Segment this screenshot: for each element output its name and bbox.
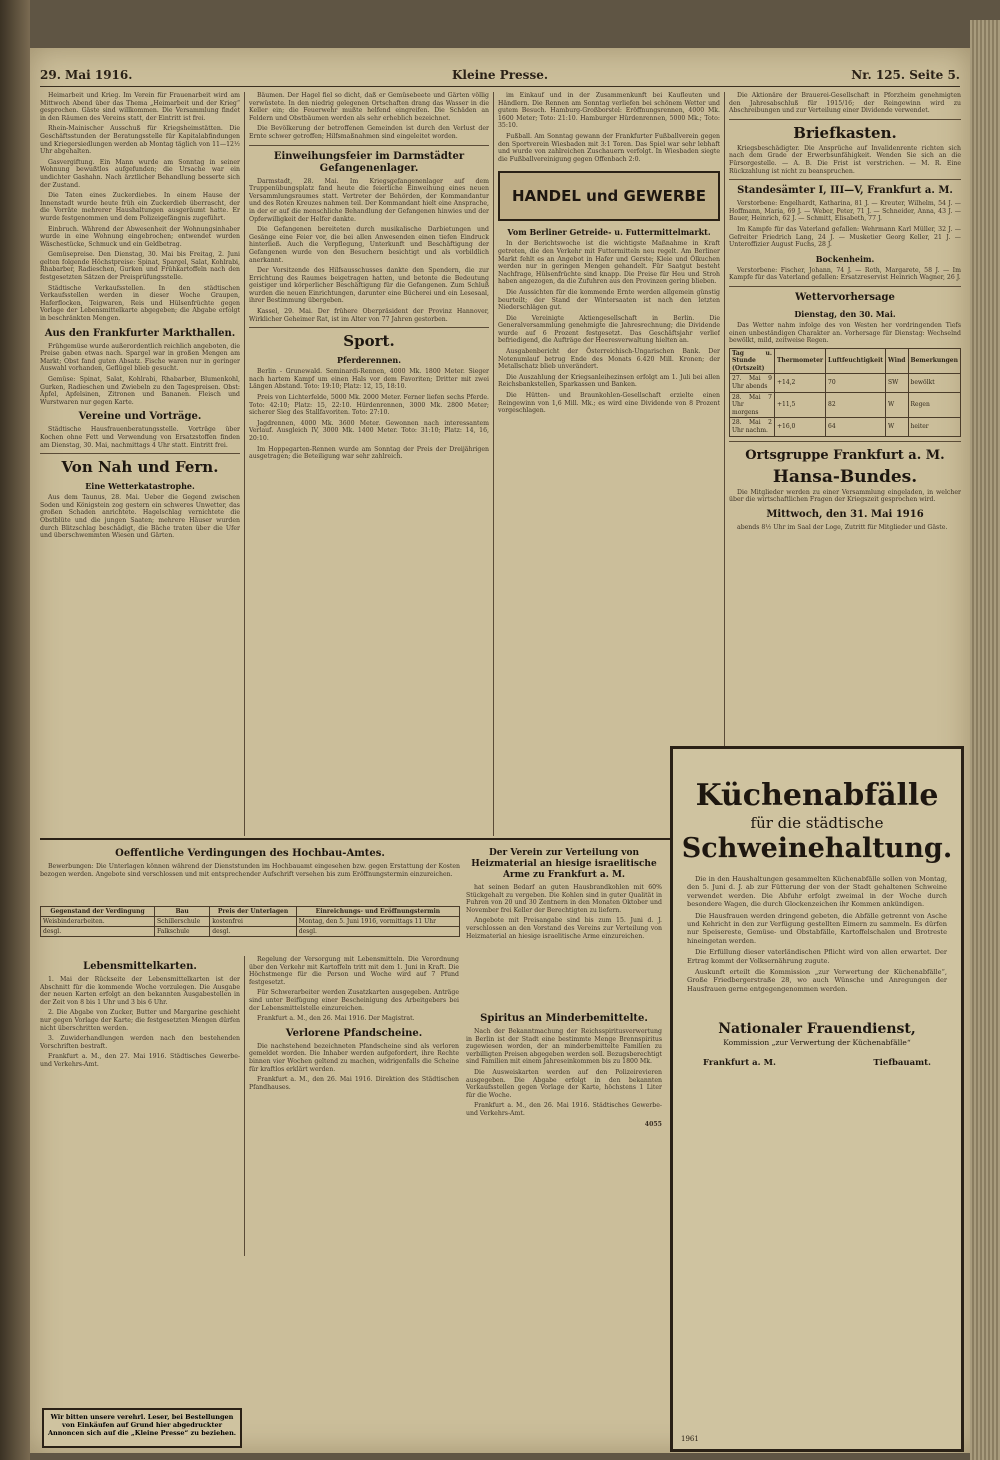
frauendienst-sign-right: Tiefbauamt. <box>873 1058 931 1069</box>
verdingungen-table <box>40 906 460 937</box>
hansa-date: Mittwoch, den 31. Mai 1916 <box>766 508 924 520</box>
kuechen-subtitle: für die städtische <box>750 814 884 832</box>
header-date: 29. Mai 1916. <box>40 68 133 82</box>
section-heading-wettervorhersage: Wettervorhersage <box>795 291 895 303</box>
weather-table: Tag u. Stunde (Ortszeit) Thermometer Luftfeuchtigkeit Wind Bemerkungen 27. Mai 9 Uhr abends +14,2 70 SW bewölkt 28. Mai 7 Uhr morgens +11,5 82 W Regen 28. Mai 2 Uhr nachm. +16,0 64 W heiter <box>729 348 961 437</box>
table-row: desgl. Falkschule desgl. desgl. <box>41 927 460 937</box>
verlorene-heading: Verlorene Pfandscheine. <box>285 1027 423 1039</box>
lebensmittelkarten-block: Lebensmittelkarten. 1. Mai der Rückseite der Lebensmittelkarten ist der Abschnitt für die kommende Woche vorzulegen. Die Ausgabe der neuen Karten erfolgt an den bekannten Ausgabestellen in der Zeit von 8 bis 1 Uhr und 3 bis 6 Uhr. 2. Die Abgabe von Zucker, Butter und Margarine geschieht nur gegen Vorlage der Karte; die festgesetzten Mengen dürfen nicht überschritten werden. 3. Zuwiderhandlungen werden nach den bestehenden Vorschriften bestraft. Frankfurt a. M., den 27. Mai 1916. Städtisches Gewerbe- und Verkehrs-Amt. <box>40 961 240 1068</box>
ad-number-mid: 4055 <box>644 1120 662 1128</box>
weather-th-wind: Wind <box>886 348 908 374</box>
weather-th-humidity: Luftfeuchtigkeit <box>826 348 886 374</box>
frauendienst-sign-left: Frankfurt a. M. <box>703 1058 776 1069</box>
header-paper-name: Kleine Presse. <box>451 68 549 82</box>
verdingungen-table-wrap <box>40 906 460 937</box>
regelung-block: Regelung der Versorgung mit Lebensmitteln. Die Verordnung über den Verkehr mit Kartoffeln tritt mit dem 1. Juni in Kraft. Die Höchstmenge für die Person und Woche wird auf 7 Pfund festgesetzt. Für Schwerarbeiter werden Zusatzkarten ausgegeben. Anträge sind unter Beifügung einer Bescheinigung des Arbeitgebers bei der Lebensmittelstelle einzureichen. Frankfurt a. M., den 26. Mai 1916. Der Magistrat. Verlorene Pfandscheine. Die nachstehend bezeichneten Pfandscheine sind als verloren gemeldet worden. Die Inhaber werden aufgefordert, ihre Rechte binnen vier Wochen geltend zu machen, widrigenfalls die Scheine für kraftlos erklärt werden. Frankfurt a. M., den 26. Mai 1916. Direktion des Städtischen Pfandhauses. <box>249 956 459 1091</box>
section-heading-vereine: Vereine und Vorträge. <box>78 411 202 423</box>
kuechen-signature <box>673 1048 961 1068</box>
handel-gewerbe-logo <box>498 171 720 221</box>
reader-notice-text: Wir bitten unsere verehrl. Leser, bei Bestellungen von Einkäufen auf Grund hier abgedruckter Annoncen sich auf die „Kleine Presse“ zu beziehen. <box>47 1413 237 1437</box>
column-rule <box>493 92 494 836</box>
section-heading-nah-fern: Von Nah und Fern. <box>61 458 219 477</box>
verdingung-th-gegenstand: Gegenstand der Verdingung <box>41 907 155 917</box>
verein-heading: Der Verein zur Verteilung von Heizmaterial an hiesige israelitische Arme zu Frankfurt a. M. <box>471 848 657 880</box>
kuechen-title-2: Schweinehaltung. <box>681 833 953 864</box>
page-stack <box>970 20 1000 1460</box>
frauendienst-heading: Nationaler Frauendienst, <box>718 1021 916 1038</box>
weather-th-temp: Thermometer <box>774 348 825 374</box>
verdingung-th-termin: Einreichungs- und Eröffnungstermin <box>296 907 459 917</box>
spiritus-heading: Spiritus an Minderbemittelte. <box>480 1013 648 1024</box>
ortsgruppe-heading: Ortsgruppe Frankfurt a. M. <box>745 447 945 463</box>
weather-th-time: Tag u. Stunde (Ortszeit) <box>730 348 775 374</box>
verdingungen-block: Oeffentliche Verdingungen des Hochbau-Amtes. Bewerbungen: Die Unterlagen können während der Dienststunden im Hochbauamt eingesehen bzw. gegen Erstattung der Kosten bezogen werden. Angebote sind verschlossen und mit entsprechender Aufschrift versehen bis zum Eröffnungstermin einzureichen. <box>40 848 460 878</box>
spiritus-block: Spiritus an Minderbemittelte. Nach der Bekanntmachung der Reichsspiritusverwertung in Berlin ist der Stadt eine bestimmte Menge Brennspiritus zugewiesen worden, der an minderbemittelte Familien zu verbilligten Preisen abgegeben werden soll. Bezugsberechtigt sind Familien mit einem Jahreseinkommen bis zu 1800 Mk. Die Ausweiskarten werden auf den Polizeirevieren ausgegeben. Die Abgabe erfolgt in den bekannten Verkaufsstellen gegen Vorlage der Karte, höchstens 1 Liter für die Woche. Frankfurt a. M., den 26. Mai 1916. Städtisches Gewerbe- und Verkehrs-Amt. 4055 <box>466 1013 662 1128</box>
kuechen-body: Die in den Haushaltungen gesammelten Küchenabfälle sollen von Montag, den 5. Juni d. J. ab zur Fütterung der von der Stadt gehaltenen Schweine verwendet werden. Die Abfuhr erfolgt zweimal in der Woche durch besondere Wagen, die durch Glockenzeichen ihr Kommen ankündigen. Die Hausfrauen werden dringend gebeten, die Abfälle getrennt von Asche und Kehricht in den zur Verfügung gestellten Eimern zu sammeln. Es dürfen nur Speisereste, Gemüse- und Obstabfälle, Kartoffelschalen und Brotreste hineingetan werden. Die Erfüllung dieser vaterländischen Pflicht wird von allen erwartet. Der Ertrag kommt der Volksernährung zugute. Auskunft erteilt die Kommission „zur Verwertung der Küchenabfälle“, Große Friedbergerstraße 28, wo auch Wünsche und Anregungen der Hausfrauen gerne entgegengenommen werden. <box>687 875 947 993</box>
weather-date: Dienstag, den 30. Mai. <box>794 308 896 319</box>
book-spine <box>0 0 30 1460</box>
frauendienst-subheading: Kommission „zur Verwertung der Küchenabfälle“ <box>723 1038 911 1048</box>
verein-ad: Der Verein zur Verteilung von Heizmaterial an hiesige israelitische Arme zu Frankfurt a. M. hat seinen Bedarf an guten Hausbrandkohlen mit 60% Stückgehalt zu vergeben. Die Kohlen sind in guter Qualität in Fuhren von 20 und 30 Zentnern in den Monaten Oktober und November frei Keller der Berechtigten zu liefern. Angebote mit Preisangabe sind bis zum 15. Juni d. J. verschlossen an den Vorstand des Vereins zur Verteilung von Heizmaterial an hiesige israelitische Arme einzureichen. <box>466 848 662 940</box>
section-heading-sport: Sport. <box>343 332 395 351</box>
hansa-heading: Hansa-Bundes. <box>772 466 918 487</box>
column-rule <box>244 956 245 1256</box>
column-4: Die Aktionäre der Brauerei-Gesellschaft in Pforzheim genehmigten den Jahresabschluß für 1915/16; der Reingewinn wird zu Abschreibungen und zur Verteilung einer Dividende verwendet. Briefkasten. Kriegsbeschädigter. Die Ansprüche auf Invalidenrente richten sich nach dem Grade der Erwerbsunfähigkeit. Wenden Sie sich an die Fürsorgestelle. — A. B. Die Frist ist verstrichen. — M. R. Eine Rückzahlung ist nicht zu beanspruchen. Standesämter I, III—V, Frankfurt a. M. Verstorbene: Engelhardt, Katharina, 81 J. — Kreuter, Wilhelm, 54 J. — Hoffmann, Maria, 69 J. — Weber, Peter, 71 J. — Schneider, Anna, 43 J. — Bauer, Heinrich, 62 J. — Schmitt, Elisabeth, 77 J. Im Kampfe für das Vaterland gefallen: Wehrmann Karl Müller, 32 J. — Gefreiter Friedrich Lang, 24 J. — Musketier Georg Keller, 21 J. — Unteroffizier August Fuchs, 28 J. Bockenheim. Verstorbene: Fischer, Johann, 74 J. — Roth, Margarete, 58 J. — Im Kampfe für das Vaterland gefallen: Ersatzreservist Heinrich Wagner, 26 J. Wettervorhersage Dienstag, den 30. Mai. Das Wetter nahm infolge des von Westen her vordringenden Tiefs einen unbeständigen Charakter an. Vorhersage für Dienstag: Wechselnd bewölkt, mild, zeitweise Regen. Tag u. Stunde (Ortszeit) Thermometer Luftfeuchtigkeit Wind Bemerkungen 27. Mai 9 Uhr abends +14,2 70 SW bewölkt 28. Mai 7 Uhr morgens +11,5 82 W Regen 28. Mai 2 Uhr nachm. +16,0 64 W heiter Ortsgruppe Frankfurt a. M. Hansa-Bundes. Die Mitglieder werden zu einer Versammlung eingeladen, in welcher über die wirtschaftlichen Fragen der Kriegszeit gesprochen wird. Mittwoch, den 31. Mai 1916 abends 8½ Uhr im Saal der Loge, Zutritt für Mitglieder und Gäste. <box>729 92 961 531</box>
verdingung-th-preis: Preis der Unterlagen <box>210 907 297 917</box>
section-heading-einweihung: Einweihungsfeier im Darmstädter Gefangenenlager. <box>273 150 465 174</box>
section-subheading-wetterkatastrophe: Eine Wetterkatastrophe. <box>85 481 195 492</box>
kuechenabfaelle-ad <box>670 746 964 1452</box>
column-rule <box>724 92 725 836</box>
ad-number-left: 1961 <box>681 1435 699 1443</box>
section-heading-briefkasten: Briefkasten. <box>793 123 897 142</box>
section-heading-bockenheim: Bockenheim. <box>815 253 875 264</box>
verdingungen-heading: Oeffentliche Verdingungen des Hochbau-Amtes. <box>115 848 385 859</box>
column-1: Heimarbeit und Krieg. Im Verein für Frauenarbeit wird am Mittwoch Abend über das Thema „Heimarbeit und der Krieg“ gesprochen. Gäste sind willkommen. Die Versammlung findet in den Räumen des Vereins statt, der Eintritt ist frei. Rhein-Mainischer Ausschuß für Kriegsheimstätten. Die Geschäftsstunden der Beratungsstelle für Kapitalabfindungen und Kriegersiedlungen werden ab Montag täglich von 11—12½ Uhr abgehalten. Gasvergiftung. Ein Mann wurde am Sonntag in seiner Wohnung bewußtlos aufgefunden; die Ursache war ein undichter Gashahn. Nach ärztlicher Behandlung besserte sich der Zustand. Die Taten eines Zuckerdiebes. In einem Hause der Innenstadt wurde heute früh ein Zuckerdieb überrascht, der die Vorräte mehrerer Haushaltungen ausgeräumt hatte. Er wurde festgenommen und dem Polizeigefängnis zugeführt. Einbruch. Während der Abwesenheit der Wohnungsinhaber wurde in eine Wohnung eingebrochen; entwendet wurden Wäschestücke, Schmuck und ein Geldbetrag. Gemüsepreise. Den Dienstag, 30. Mai bis Freitag, 2. Juni gelten folgende Höchstpreise: Spinat, Spargel, Salat, Kohlrabi, Rhabarber, Radieschen, Gurken und Frühkartoffeln nach den festgesetzten Sätzen der Preisprüfungsstelle. Städtische Verkaufsstellen. In den städtischen Verkaufsstellen werden in dieser Woche Graupen, Haferflocken, Teigwaren, Reis und Hülsenfrüchte gegen Vorlage der Lebensmittelkarte abgegeben; die Abgabe erfolgt in beschränkten Mengen. Aus den Frankfurter Markthallen. Frühgemüse wurde außerordentlich reichlich angeboten, die Preise gaben etwas nach. Spargel war in großen Mengen am Markt; Obst fand guten Absatz. Fische waren nur in geringer Auswahl vorhanden, Geflügel blieb gesucht. Gemüse: Spinat, Salat, Kohlrabi, Rhabarber, Blumenkohl, Gurken, Radieschen und Zwiebeln zu den Tagespreisen. Obst: Äpfel, Apfelsinen, Zitronen und Bananen. Fleisch und Wurstwaren nur gegen Karte. Vereine und Vorträge. Städtische Hausfrauenberatungsstelle. Vorträge über Kochen ohne Fett und Verwendung von Ersatzstoffen finden am Dienstag, 30. Mai, nachmittags 4 Uhr statt. Eintritt frei. Von Nah und Fern. Eine Wetterkatastrophe. Aus dem Taunus, 28. Mai. Ueber die Gegend zwischen Soden und Königstein zog gestern ein schweres Unwetter, das großen Schaden anrichtete. Hagelschlag vernichtete die Obstblüte und die jungen Saaten; mehrere Häuser wurden durch Blitzschlag beschädigt, die Bäche traten über die Ufer und überschwemmten Wiesen und Gärten. <box>40 92 240 540</box>
verdingung-th-bau: Bau <box>155 907 210 917</box>
newspaper-page <box>30 48 970 1453</box>
kuechen-title: Küchenabfälle <box>695 778 939 813</box>
lebensmittelkarten-heading: Lebensmittelkarten. <box>83 961 197 972</box>
column-2: Bäumen. Der Hagel fiel so dicht, daß er Gemüsebeete und Gärten völlig verwüstete. In den niedrig gelegenen Ortschaften drang das Wasser in die Keller ein; die Feuerwehr mußte helfend eingreifen. Die Schäden an Feldern und Obstbäumen werden als sehr erheblich bezeichnet. Die Bevölkerung der betroffenen Gemeinden ist durch den Verlust der Ernte schwer getroffen; Hilfsmaßnahmen sind eingeleitet worden. Einweihungsfeier im Darmstädter Gefangenenlager. Darmstadt, 28. Mai. Im Kriegsgefangenenlager auf dem Truppenübungsplatz fand heute die feierliche Einweihung eines neuen Versammlungsraumes statt. Vertreter der Behörden, der Kommandantur und des Roten Kreuzes nahmen teil. Der Kommandant hielt eine Ansprache, in der er auf die menschliche Behandlung der Gefangenen hinwies und der Opferwilligkeit der Helfer dankte. Die Gefangenen bereiteten durch musikalische Darbietungen und Gesänge eine Feier vor, die bei allen Anwesenden einen tiefen Eindruck hinterließ. Auch die Verpflegung, Unterkunft und Beschäftigung der Gefangenen wurde von den Besuchern besichtigt und als vorbildlich anerkannt. Der Vorsitzende des Hilfsausschusses dankte den Spendern, die zur Errichtung des Raumes beigetragen hatten, und betonte die Bedeutung geistiger und körperlicher Beschäftigung für die Gefangenen. Zum Schluß wurden die neuen Einrichtungen, darunter eine Bücherei und ein Lesesaal, ihrer Bestimmung übergeben. Kassel, 29. Mai. Der frühere Oberpräsident der Provinz Hannover, Wirklicher Geheimer Rat, ist im Alter von 77 Jahren gestorben. Sport. Pferderennen. Berlin - Grunewald. Seminardi-Rennen, 4000 Mk. 1800 Meter. Sieger nach hartem Kampf um einen Hals vor dem Favoriten; Dritter mit zwei Längen Abstand. Toto: 19:10; Platz: 12, 15, 18:10. Preis von Lichterfelde, 5000 Mk. 2000 Meter. Ferner liefen sechs Pferde. Toto: 42:10; Platz: 15, 22:10. Hürdenrennen, 3000 Mk. 2800 Meter; sicherer Sieg des Stallfavoriten. Toto: 27:10. Jagdrennen, 4000 Mk. 3600 Meter. Gewonnen nach interessantem Verlauf. Ausgleich IV, 3000 Mk. 1400 Meter. Toto: 31:10; Platz: 14, 16, 20:10. Im Hoppegarten-Rennen wurde am Sonntag der Preis der Dreijährigen ausgetragen; die Beteiligung war sehr zahlreich. <box>249 92 489 461</box>
section-heading-getreide: Vom Berliner Getreide- u. Futtermittelmarkt. <box>507 227 711 238</box>
page-header <box>40 62 960 87</box>
column-3: im Einkauf und in der Zusammenkunft bei Kaufleuten und Händlern. Die Rennen am Sonntag verliefen bei schönem Wetter und gutem Besuch. Hamburg-Großborstel: Eröffnungsrennen, 4000 Mk. 1600 Meter; Toto: 21:10. Hamburger Hürdenrennen, 5000 Mk.; Toto: 35:10. Fußball. Am Sonntag gewann der Frankfurter Fußballverein gegen den Sportverein Wiesbaden mit 3:1 Toren. Das Spiel war sehr lebhaft und wurde von zahlreichen Zuschauern verfolgt. In Wiesbaden siegte die Fußballvereinigung gegen Offenbach 2:0. HANDEL und GEWERBE Vom Berliner Getreide- u. Futtermittelmarkt. In der Berichtswoche ist die wichtigste Maßnahme in Kraft getreten, die den Verkehr mit Futtermitteln neu regelt. Am Berliner Markt fehlt es an Angebot in Hafer und Gerste; Kleie und Ölkuchen werden nur in geringen Mengen gehandelt. Für Saatgut besteht Nachfrage, Hülsenfrüchte sind knapp. Die Preise für Heu und Stroh haben angezogen, da die Zufuhren aus den Provinzen gering blieben. Die Aussichten für die kommende Ernte werden allgemein günstig beurteilt; der Stand der Wintersaaten ist nach den letzten Niederschlägen gut. Die Vereinigte Aktiengesellschaft in Berlin. Die Generalversammlung genehmigte die Jahresrechnung; die Dividende wurde auf 6 Prozent festgesetzt. Das Geschäftsjahr verlief befriedigend, die Aufträge der Heeresverwaltung hielten an. Ausgabenbericht der Österreichisch-Ungarischen Bank. Der Notenumlauf betrug Ende des Monats 6.420 Mill. Kronen; der Metallschatz blieb unverändert. Die Auszahlung der Kriegsanleihezinsen erfolgt am 1. Juli bei allen Reichsbankstellen, Sparkassen und Banken. Die Hütten- und Braunkohlen-Gesellschaft erzielte einen Reingewinn von 1,6 Mill. Mk.; es wird eine Dividende von 8 Prozent vorgeschlagen. <box>498 92 720 415</box>
weather-th-remarks: Bemerkungen <box>908 348 960 374</box>
column-rule <box>244 92 245 836</box>
section-heading-markthallen: Aus den Frankfurter Markthallen. <box>44 327 236 339</box>
reader-notice-box <box>42 1408 242 1448</box>
section-heading-standesaemter: Standesämter I, III—V, Frankfurt a. M. <box>737 185 953 197</box>
header-issue: Nr. 125. Seite 5. <box>851 68 960 82</box>
table-row: Weisbinderarbeiten. Schillerschule kostenfrei Montag, den 5. Juni 1916, vormittags 11 Uhr <box>41 917 460 927</box>
section-subheading-pferderennen: Pferderennen. <box>336 355 402 366</box>
handel-gewerbe-title: HANDEL und GEWERBE <box>511 186 707 205</box>
